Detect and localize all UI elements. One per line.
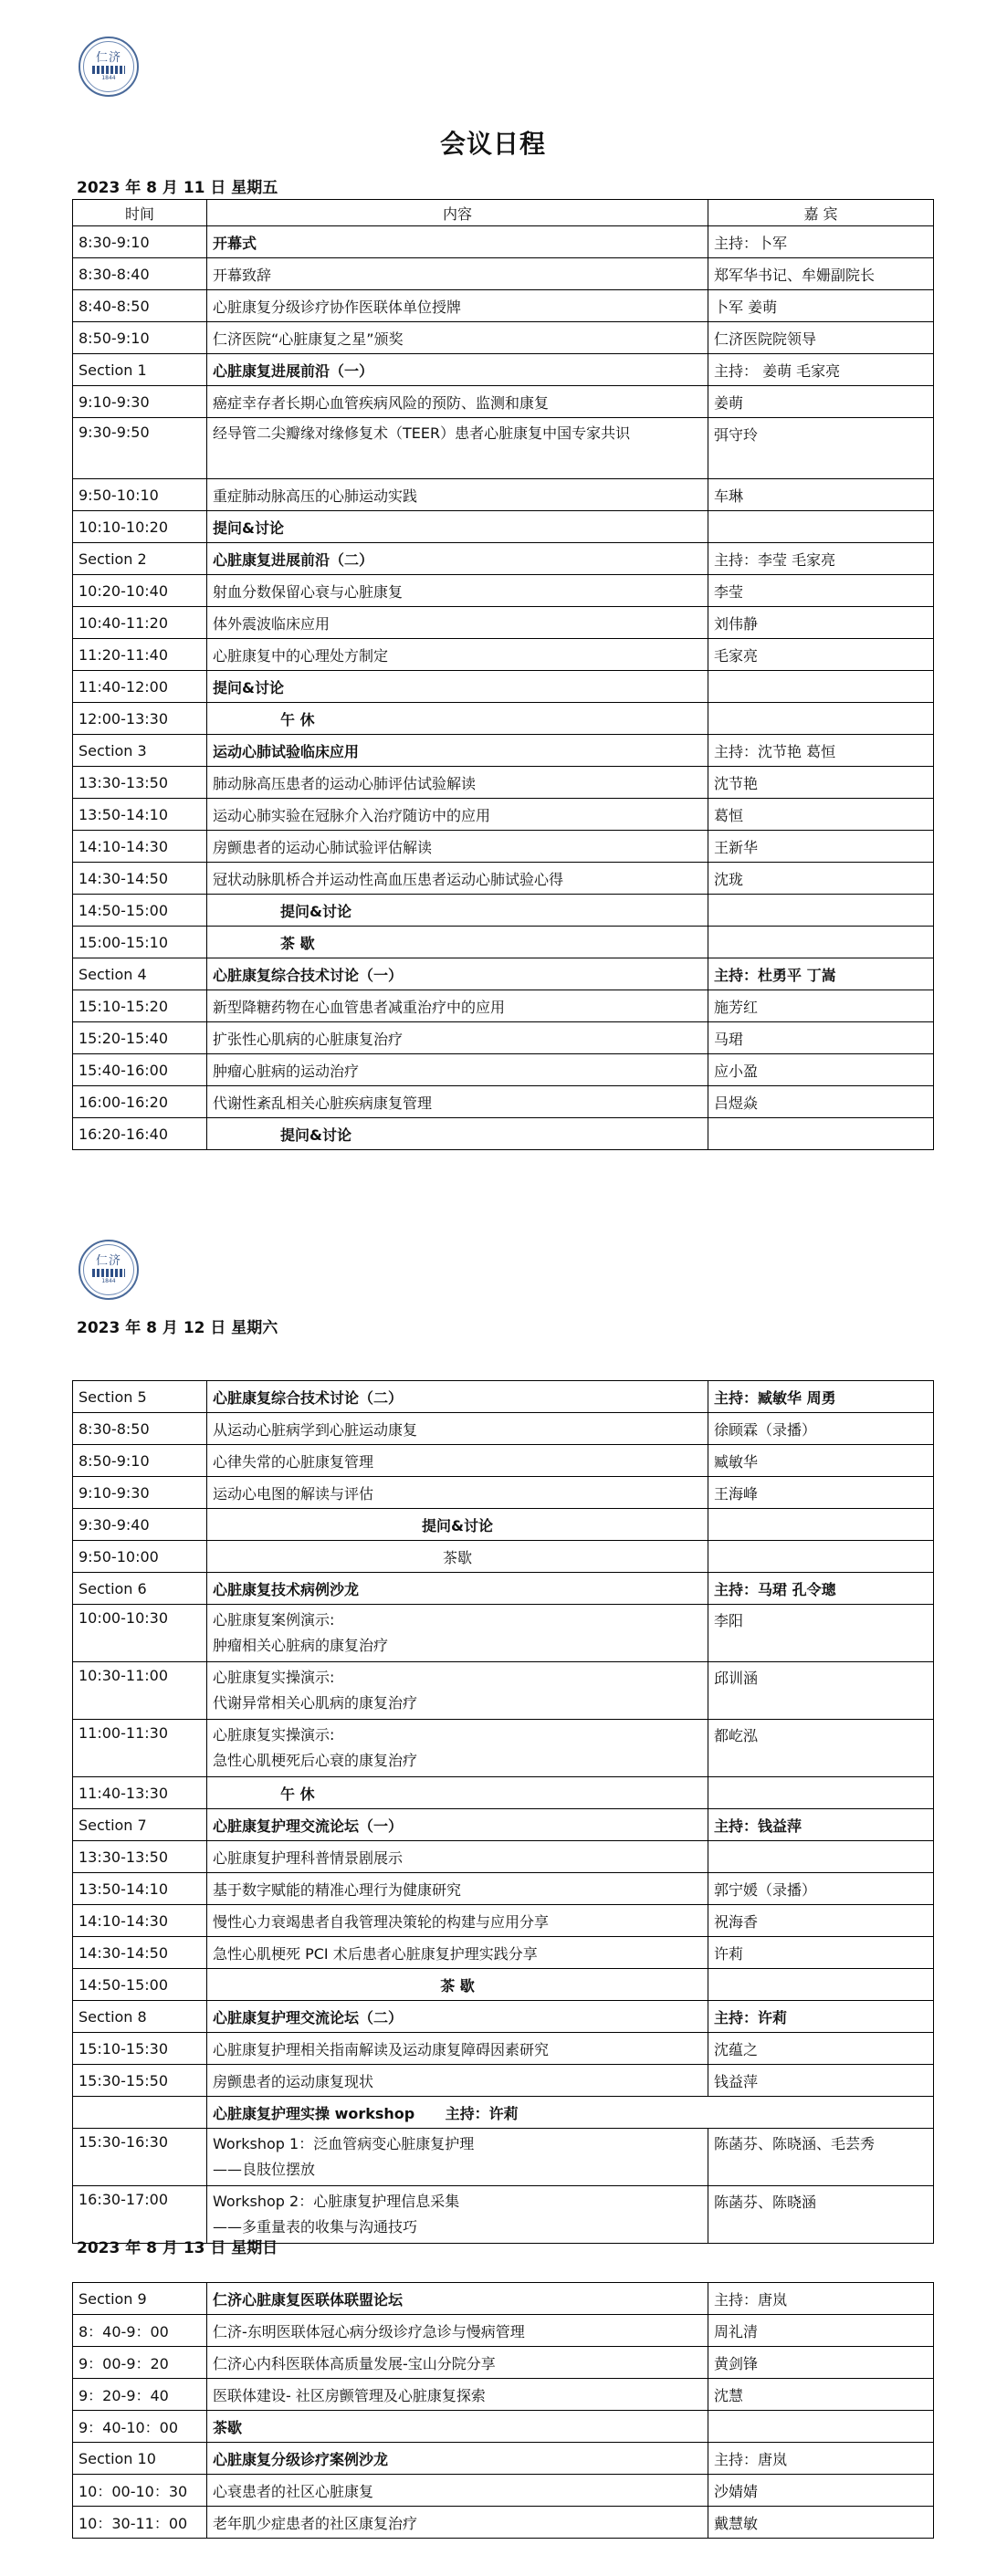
table-row bbox=[73, 226, 934, 258]
cell-time: Section 6 bbox=[73, 1573, 207, 1605]
cell-guest: 主持：沈节艳 葛恒 bbox=[708, 735, 934, 767]
cell-guest bbox=[708, 927, 934, 958]
cell-guest: 王海峰 bbox=[708, 1477, 934, 1509]
cell-time: 16:20-16:40 bbox=[73, 1118, 207, 1150]
cell-content: 提问&讨论 bbox=[207, 511, 708, 543]
table-row bbox=[73, 1720, 934, 1777]
cell-time: 9：20-9：40 bbox=[73, 2379, 207, 2411]
page-title: 会议日程 bbox=[439, 129, 546, 159]
cell-content: 提问&讨论 bbox=[207, 671, 708, 703]
table-row bbox=[73, 958, 934, 990]
table-row bbox=[73, 671, 934, 703]
cell-guest: 周礼清 bbox=[708, 2315, 934, 2347]
logo-waves-icon bbox=[92, 66, 125, 74]
table-row bbox=[73, 1445, 934, 1477]
table-row bbox=[73, 2443, 934, 2475]
cell-time: Section 9 bbox=[73, 2283, 207, 2315]
cell-content: 基于数字赋能的精准心理行为健康研究 bbox=[207, 1873, 708, 1905]
logo-name: 仁济 bbox=[95, 1253, 121, 1268]
cell-time: 8:50-9:10 bbox=[73, 1445, 207, 1477]
cell-time: 9：40-10：00 bbox=[73, 2411, 207, 2443]
cell-content: 运动心肺试验临床应用 bbox=[207, 735, 708, 767]
cell-time: Section 4 bbox=[73, 958, 207, 990]
table-row bbox=[73, 2475, 934, 2507]
cell-content: 仁济-东明医联体冠心病分级诊疗急诊与慢病管理 bbox=[207, 2315, 708, 2347]
cell-time: 8:30-8:40 bbox=[73, 258, 207, 290]
cell-content: 心脏康复进展前沿（二） bbox=[207, 543, 708, 575]
cell-content: 房颤患者的运动康复现状 bbox=[207, 2065, 708, 2097]
table-row bbox=[73, 1509, 934, 1541]
cell-guest: 钱益萍 bbox=[708, 2065, 934, 2097]
cell-time: 9:10-9:30 bbox=[73, 1477, 207, 1509]
table-row bbox=[73, 1937, 934, 1969]
table-row bbox=[73, 2507, 934, 2539]
cell-time: 13:30-13:50 bbox=[73, 767, 207, 799]
cell-guest: 主持：李莹 毛家亮 bbox=[708, 543, 934, 575]
cell-content: 仁济心脏康复医联体联盟论坛 bbox=[207, 2283, 708, 2315]
cell-guest: 李阳 bbox=[708, 1605, 934, 1662]
cell-time bbox=[73, 2097, 207, 2129]
cell-guest: 邱训涵 bbox=[708, 1662, 934, 1720]
cell-content: 肿瘤心脏病的运动治疗 bbox=[207, 1054, 708, 1086]
table-row bbox=[73, 2129, 934, 2186]
table-row bbox=[73, 290, 934, 322]
cell-content: 心脏康复综合技术讨论（一） bbox=[207, 958, 708, 990]
table-row bbox=[73, 2001, 934, 2033]
cell-time: 8:40-8:50 bbox=[73, 290, 207, 322]
table-row bbox=[73, 1809, 934, 1841]
cell-time: 15:30-16:30 bbox=[73, 2129, 207, 2186]
table-row bbox=[73, 831, 934, 863]
header-content: 内容 bbox=[207, 200, 708, 226]
cell-guest: 陈菡芬、陈晓涵、毛芸秀 bbox=[708, 2129, 934, 2186]
cell-time: 14:50-15:00 bbox=[73, 1969, 207, 2001]
cell-guest: 卜军 姜萌 bbox=[708, 290, 934, 322]
table-row bbox=[73, 767, 934, 799]
cell-time: 9:30-9:40 bbox=[73, 1509, 207, 1541]
cell-content: 急性心肌梗死 PCI 术后患者心脏康复护理实践分享 bbox=[207, 1937, 708, 1969]
cell-guest: 戴慧敏 bbox=[708, 2507, 934, 2539]
cell-content: 重症肺动脉高压的心肺运动实践 bbox=[207, 479, 708, 511]
cell-guest: 施芳红 bbox=[708, 990, 934, 1022]
day1-schedule-table bbox=[72, 199, 934, 1150]
cell-guest bbox=[708, 1969, 934, 2001]
cell-time: 15:10-15:30 bbox=[73, 2033, 207, 2065]
cell-guest: 车琳 bbox=[708, 479, 934, 511]
table-row bbox=[73, 2315, 934, 2347]
cell-content: 经导管二尖瓣缘对缘修复术（TEER）患者心脏康复中国专家共识 bbox=[207, 418, 708, 479]
cell-content: 茶歇 bbox=[207, 2411, 708, 2443]
cell-time: Section 2 bbox=[73, 543, 207, 575]
cell-guest: 主持：杜勇平 丁嵩 bbox=[708, 958, 934, 990]
table-row bbox=[73, 1118, 934, 1150]
cell-time: 16:00-16:20 bbox=[73, 1086, 207, 1118]
day3-schedule-table bbox=[72, 2282, 934, 2539]
cell-guest: 仁济医院院领导 bbox=[708, 322, 934, 354]
table-row bbox=[73, 1573, 934, 1605]
cell-time: 11:20-11:40 bbox=[73, 639, 207, 671]
cell-time: 15:30-15:50 bbox=[73, 2065, 207, 2097]
cell-guest: 刘伟静 bbox=[708, 607, 934, 639]
cell-guest bbox=[708, 671, 934, 703]
cell-guest: 郭宁媛（录播） bbox=[708, 1873, 934, 1905]
cell-content: 心脏康复护理科普情景剧展示 bbox=[207, 1841, 708, 1873]
table-header bbox=[73, 200, 934, 226]
table-row bbox=[73, 607, 934, 639]
cell-content: Workshop 2：心脏康复护理信息采集 ——多重量表的收集与沟通技巧 bbox=[207, 2186, 708, 2244]
cell-content: 心脏康复护理交流论坛（一） bbox=[207, 1809, 708, 1841]
logo-year: 1844 bbox=[101, 74, 116, 81]
cell-content: 心律失常的心脏康复管理 bbox=[207, 1445, 708, 1477]
table-row bbox=[73, 735, 934, 767]
cell-content: 心衰患者的社区心脏康复 bbox=[207, 2475, 708, 2507]
cell-guest: 沈节艳 bbox=[708, 767, 934, 799]
cell-guest bbox=[708, 895, 934, 927]
cell-time: 14:30-14:50 bbox=[73, 863, 207, 895]
cell-content: 运动心电图的解读与评估 bbox=[207, 1477, 708, 1509]
cell-guest bbox=[708, 703, 934, 735]
cell-content: 癌症幸存者长期心血管疾病风险的预防、监测和康复 bbox=[207, 386, 708, 418]
cell-content: 射血分数保留心衰与心脏康复 bbox=[207, 575, 708, 607]
cell-content: 从运动心脏病学到心脏运动康复 bbox=[207, 1413, 708, 1445]
cell-guest: 主持：马珺 孔令璁 bbox=[708, 1573, 934, 1605]
header-guests: 嘉 宾 bbox=[708, 200, 934, 226]
table-row bbox=[73, 1054, 934, 1086]
table-row bbox=[73, 1873, 934, 1905]
cell-content: 体外震波临床应用 bbox=[207, 607, 708, 639]
cell-time: 15:00-15:10 bbox=[73, 927, 207, 958]
cell-content: 提问&讨论 bbox=[207, 1118, 708, 1150]
cell-guest: 主持： 姜萌 毛家亮 bbox=[708, 354, 934, 386]
cell-guest: 主持：卜军 bbox=[708, 226, 934, 258]
cell-time: 10：00-10：30 bbox=[73, 2475, 207, 2507]
table-row bbox=[73, 1413, 934, 1445]
cell-time: Section 7 bbox=[73, 1809, 207, 1841]
cell-guest: 王新华 bbox=[708, 831, 934, 863]
day3-heading: 2023 年 8 月 13 日 星期日 bbox=[77, 2239, 278, 2257]
cell-time: Section 1 bbox=[73, 354, 207, 386]
cell-time: Section 3 bbox=[73, 735, 207, 767]
table-row bbox=[73, 258, 934, 290]
cell-guest: 应小盈 bbox=[708, 1054, 934, 1086]
cell-content: 心脏康复分级诊疗协作医联体单位授牌 bbox=[207, 290, 708, 322]
cell-time: 9：00-9：20 bbox=[73, 2347, 207, 2379]
cell-time: 16:30-17:00 bbox=[73, 2186, 207, 2244]
cell-guest: 徐顾霖（录播） bbox=[708, 1413, 934, 1445]
cell-content: 茶歇 bbox=[207, 1541, 708, 1573]
cell-time: 13:50-14:10 bbox=[73, 1873, 207, 1905]
cell-guest: 黄剑锋 bbox=[708, 2347, 934, 2379]
hospital-logo bbox=[79, 1240, 139, 1300]
cell-content: 仁济心内科医联体高质量发展-宝山分院分享 bbox=[207, 2347, 708, 2379]
cell-guest bbox=[708, 1541, 934, 1573]
cell-time: 12:00-13:30 bbox=[73, 703, 207, 735]
table-row bbox=[73, 1905, 934, 1937]
cell-guest: 毛家亮 bbox=[708, 639, 934, 671]
cell-time: 13:30-13:50 bbox=[73, 1841, 207, 1873]
cell-guest: 主持：钱益萍 bbox=[708, 1809, 934, 1841]
cell-time: 15:10-15:20 bbox=[73, 990, 207, 1022]
cell-guest bbox=[708, 1777, 934, 1809]
cell-guest: 陈菡芬、陈晓涵 bbox=[708, 2186, 934, 2244]
table-row bbox=[73, 990, 934, 1022]
table-row bbox=[73, 927, 934, 958]
cell-content: 扩张性心肌病的心脏康复治疗 bbox=[207, 1022, 708, 1054]
table-row bbox=[73, 1662, 934, 1720]
cell-guest: 沈慧 bbox=[708, 2379, 934, 2411]
table-row bbox=[73, 863, 934, 895]
table-row bbox=[73, 1605, 934, 1662]
table-row bbox=[73, 703, 934, 735]
table-row bbox=[73, 2097, 934, 2129]
cell-content: 肺动脉高压患者的运动心肺评估试验解读 bbox=[207, 767, 708, 799]
cell-guest: 弭守玲 bbox=[708, 418, 934, 479]
cell-time: 8:30-8:50 bbox=[73, 1413, 207, 1445]
cell-content: 代谢性紊乱相关心脏疾病康复管理 bbox=[207, 1086, 708, 1118]
table-row bbox=[73, 2411, 934, 2443]
table-row bbox=[73, 1477, 934, 1509]
cell-time: 10:00-10:30 bbox=[73, 1605, 207, 1662]
cell-time: 9:50-10:00 bbox=[73, 1541, 207, 1573]
cell-guest: 李莹 bbox=[708, 575, 934, 607]
day1-heading: 2023 年 8 月 11 日 星期五 bbox=[77, 179, 278, 197]
table-row bbox=[73, 386, 934, 418]
table-row bbox=[73, 799, 934, 831]
cell-content: 午 休 bbox=[207, 1777, 708, 1809]
cell-guest: 姜萌 bbox=[708, 386, 934, 418]
cell-time: Section 8 bbox=[73, 2001, 207, 2033]
table-row bbox=[73, 895, 934, 927]
cell-content: 房颤患者的运动心肺试验评估解读 bbox=[207, 831, 708, 863]
logo-waves-icon bbox=[92, 1269, 125, 1277]
cell-guest bbox=[708, 1118, 934, 1150]
cell-content: 心脏康复中的心理处方制定 bbox=[207, 639, 708, 671]
day2-schedule-table bbox=[72, 1380, 934, 2244]
table-row bbox=[73, 2065, 934, 2097]
cell-guest: 臧敏华 bbox=[708, 1445, 934, 1477]
cell-guest: 主持：许莉 bbox=[708, 2001, 934, 2033]
header-time: 时间 bbox=[73, 200, 207, 226]
cell-content: 心脏康复实操演示: 急性心肌梗死后心衰的康复治疗 bbox=[207, 1720, 708, 1777]
cell-content: 心脏康复实操演示: 代谢异常相关心肌病的康复治疗 bbox=[207, 1662, 708, 1720]
cell-content: 午 休 bbox=[207, 703, 708, 735]
cell-content: 医联体建设- 社区房颤管理及心脏康复探索 bbox=[207, 2379, 708, 2411]
cell-content: 心脏康复进展前沿（一） bbox=[207, 354, 708, 386]
workshop-heading: 心脏康复护理实操 workshop 主持：许莉 bbox=[207, 2097, 934, 2129]
cell-time: 10:40-11:20 bbox=[73, 607, 207, 639]
cell-content: 开幕致辞 bbox=[207, 258, 708, 290]
table-row bbox=[73, 1381, 934, 1413]
table-row bbox=[73, 2283, 934, 2315]
cell-time: 10:30-11:00 bbox=[73, 1662, 207, 1720]
cell-guest bbox=[708, 1841, 934, 1873]
cell-time: 8：40-9：00 bbox=[73, 2315, 207, 2347]
table-row bbox=[73, 2379, 934, 2411]
table-row bbox=[73, 1022, 934, 1054]
cell-content: 提问&讨论 bbox=[207, 1509, 708, 1541]
cell-guest: 沙婧婧 bbox=[708, 2475, 934, 2507]
cell-guest bbox=[708, 2411, 934, 2443]
table-row bbox=[73, 479, 934, 511]
cell-content: 仁济医院“心脏康复之星”颁奖 bbox=[207, 322, 708, 354]
cell-time: 13:50-14:10 bbox=[73, 799, 207, 831]
cell-content: 提问&讨论 bbox=[207, 895, 708, 927]
cell-content: 老年肌少症患者的社区康复治疗 bbox=[207, 2507, 708, 2539]
cell-content: 心脏康复案例演示: 肿瘤相关心脏病的康复治疗 bbox=[207, 1605, 708, 1662]
cell-time: 10：30-11：00 bbox=[73, 2507, 207, 2539]
table-row bbox=[73, 1841, 934, 1873]
table-row bbox=[73, 1086, 934, 1118]
cell-content: 新型降糖药物在心血管患者减重治疗中的应用 bbox=[207, 990, 708, 1022]
cell-content: 心脏康复技术病例沙龙 bbox=[207, 1573, 708, 1605]
cell-content: 心脏康复分级诊疗案例沙龙 bbox=[207, 2443, 708, 2475]
cell-content: 茶 歇 bbox=[207, 1969, 708, 2001]
cell-guest: 主持：唐岚 bbox=[708, 2283, 934, 2315]
cell-time: 10:10-10:20 bbox=[73, 511, 207, 543]
cell-guest: 郑军华书记、牟姗副院长 bbox=[708, 258, 934, 290]
table-row bbox=[73, 639, 934, 671]
table-row bbox=[73, 2033, 934, 2065]
cell-guest: 马珺 bbox=[708, 1022, 934, 1054]
logo-name: 仁济 bbox=[95, 50, 121, 65]
cell-content: 慢性心力衰竭患者自我管理决策轮的构建与应用分享 bbox=[207, 1905, 708, 1937]
table-row bbox=[73, 354, 934, 386]
cell-guest: 葛恒 bbox=[708, 799, 934, 831]
cell-time: 15:20-15:40 bbox=[73, 1022, 207, 1054]
cell-time: 11:00-11:30 bbox=[73, 1720, 207, 1777]
cell-guest bbox=[708, 1509, 934, 1541]
cell-time: 14:50-15:00 bbox=[73, 895, 207, 927]
cell-guest: 主持：臧敏华 周勇 bbox=[708, 1381, 934, 1413]
cell-guest: 沈珑 bbox=[708, 863, 934, 895]
cell-content: 运动心肺实验在冠脉介入治疗随访中的应用 bbox=[207, 799, 708, 831]
day2-heading: 2023 年 8 月 12 日 星期六 bbox=[77, 1319, 278, 1337]
logo-year: 1844 bbox=[101, 1277, 116, 1284]
cell-guest: 祝海香 bbox=[708, 1905, 934, 1937]
cell-time: 14:10-14:30 bbox=[73, 1905, 207, 1937]
cell-content: 心脏康复护理交流论坛（二） bbox=[207, 2001, 708, 2033]
table-row bbox=[73, 1541, 934, 1573]
hospital-logo bbox=[79, 37, 139, 97]
table-row bbox=[73, 575, 934, 607]
table-row bbox=[73, 511, 934, 543]
cell-time: 8:50-9:10 bbox=[73, 322, 207, 354]
table-row bbox=[73, 1777, 934, 1809]
cell-time: Section 5 bbox=[73, 1381, 207, 1413]
table-row bbox=[73, 2347, 934, 2379]
cell-time: 10:20-10:40 bbox=[73, 575, 207, 607]
cell-guest bbox=[708, 511, 934, 543]
table-row bbox=[73, 322, 934, 354]
cell-guest: 都屹泓 bbox=[708, 1720, 934, 1777]
cell-content: Workshop 1：泛血管病变心脏康复护理 ——良肢位摆放 bbox=[207, 2129, 708, 2186]
cell-content: 茶 歇 bbox=[207, 927, 708, 958]
cell-time: 11:40-12:00 bbox=[73, 671, 207, 703]
cell-time: 14:10-14:30 bbox=[73, 831, 207, 863]
cell-content: 冠状动脉肌桥合并运动性高血压患者运动心肺试验心得 bbox=[207, 863, 708, 895]
cell-guest: 许莉 bbox=[708, 1937, 934, 1969]
cell-guest: 吕煜焱 bbox=[708, 1086, 934, 1118]
cell-content: 心脏康复综合技术讨论（二） bbox=[207, 1381, 708, 1413]
cell-time: 9:10-9:30 bbox=[73, 386, 207, 418]
cell-time: 8:30-9:10 bbox=[73, 226, 207, 258]
cell-guest: 沈蕴之 bbox=[708, 2033, 934, 2065]
cell-guest: 主持：唐岚 bbox=[708, 2443, 934, 2475]
cell-time: 15:40-16:00 bbox=[73, 1054, 207, 1086]
cell-time: 9:50-10:10 bbox=[73, 479, 207, 511]
cell-time: 14:30-14:50 bbox=[73, 1937, 207, 1969]
cell-time: Section 10 bbox=[73, 2443, 207, 2475]
table-row bbox=[73, 543, 934, 575]
cell-time: 11:40-13:30 bbox=[73, 1777, 207, 1809]
cell-time: 9:30-9:50 bbox=[73, 418, 207, 479]
table-row bbox=[73, 1969, 934, 2001]
table-row bbox=[73, 418, 934, 479]
cell-content: 开幕式 bbox=[207, 226, 708, 258]
cell-content: 心脏康复护理相关指南解读及运动康复障碍因素研究 bbox=[207, 2033, 708, 2065]
